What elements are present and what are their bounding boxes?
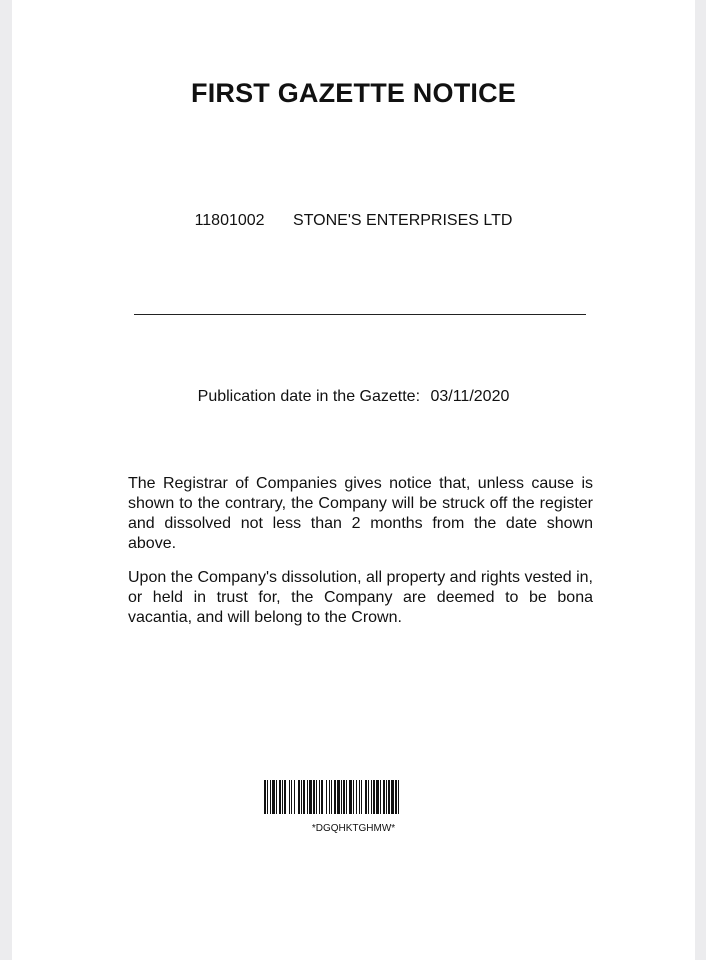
company-number: 11801002 — [194, 212, 265, 229]
company-line — [12, 212, 695, 230]
barcode-bar — [383, 780, 385, 814]
barcode-bar — [272, 780, 275, 814]
barcode-bar — [289, 780, 290, 814]
barcode-bar — [341, 780, 342, 814]
barcode-bar — [301, 780, 302, 814]
barcode-text: *DGQHKTGHMW* — [311, 823, 396, 834]
barcode-bar — [282, 780, 283, 814]
barcode-bar — [398, 780, 399, 814]
barcode-bar — [270, 780, 271, 814]
barcode-bar — [298, 780, 300, 814]
barcode-bar — [276, 780, 277, 814]
barcode-bar — [388, 780, 390, 814]
barcode-bar — [329, 780, 330, 814]
barcode-bar — [361, 780, 362, 814]
barcode-bar — [356, 780, 357, 814]
barcode-bar — [373, 780, 375, 814]
barcode-bar — [316, 780, 317, 814]
barcode-bar — [346, 780, 347, 814]
barcode-bar — [359, 780, 360, 814]
barcode-bar — [380, 780, 381, 814]
publication-date-label: Publication date in the Gazette: — [197, 388, 421, 405]
barcode-bar — [337, 780, 340, 814]
barcode-bar — [331, 780, 332, 814]
barcode-bar — [291, 780, 292, 814]
barcode-bar — [294, 780, 295, 814]
barcode-bar — [267, 780, 268, 814]
barcode-bar — [395, 780, 397, 814]
barcode-bar — [264, 780, 266, 814]
barcode-bar — [353, 780, 354, 814]
notice-paragraph-bona-vacantia: Upon the Company's dissolution, all property and rights vested in, or held in trust for, the Company are deemed to be bona vacantia, and will belong to the Crown. — [128, 569, 593, 626]
barcode-bar — [326, 780, 327, 814]
barcode-bar — [368, 780, 369, 814]
barcode-bar — [376, 780, 379, 814]
company-name: STONE'S ENTERPRISES LTD — [293, 212, 513, 229]
notice-paragraph-strike-off: The Registrar of Companies gives notice that, unless cause is shown to the contrary, the Company will be struck off the register and dissolved not less than 2 months from the date shown above. — [128, 475, 593, 552]
barcode-bar — [309, 780, 312, 814]
barcode-bar — [391, 780, 394, 814]
publication-date-line — [12, 388, 695, 406]
barcode-bar — [279, 780, 281, 814]
barcode-bar — [371, 780, 372, 814]
divider-line — [134, 314, 586, 315]
barcode-bar — [343, 780, 345, 814]
barcode-bar — [284, 780, 286, 814]
barcode-bar — [334, 780, 336, 814]
barcode-bar — [303, 780, 305, 814]
barcode-bar — [321, 780, 323, 814]
barcode-bar — [307, 780, 308, 814]
barcode-bar — [365, 780, 367, 814]
barcode-bar — [319, 780, 320, 814]
barcode — [264, 780, 460, 814]
notice-title: FIRST GAZETTE NOTICE — [191, 78, 516, 108]
barcode-bar — [349, 780, 352, 814]
barcode-bar — [313, 780, 315, 814]
barcode-bar — [386, 780, 387, 814]
publication-date: 03/11/2020 — [430, 388, 510, 405]
notice-page — [12, 0, 695, 960]
